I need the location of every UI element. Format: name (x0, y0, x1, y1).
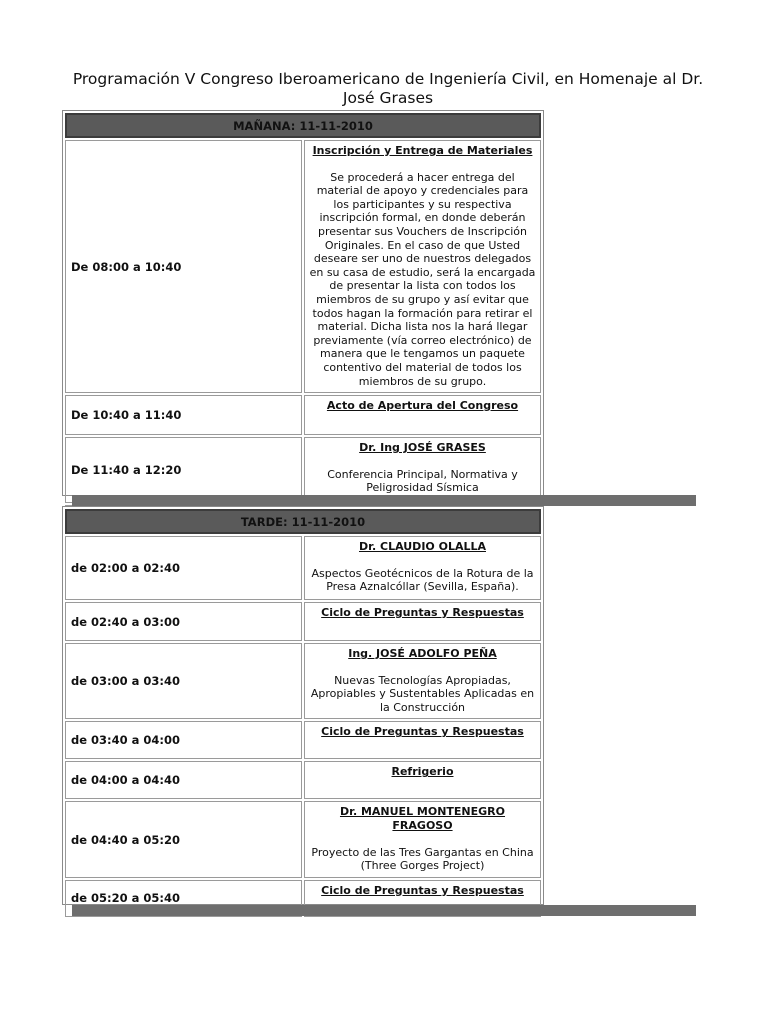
event-description: Conferencia Principal, Normativa y Peligrosidad Sísmica (327, 467, 518, 495)
event-cell (304, 140, 541, 393)
schedule-row (65, 643, 541, 719)
time-cell: de 04:40 a 05:20 (65, 801, 302, 877)
schedule-row (65, 140, 541, 393)
time-cell: de 04:00 a 04:40 (65, 761, 302, 799)
afternoon-schedule (62, 506, 544, 905)
schedule-row (65, 721, 541, 759)
schedule-row (65, 395, 541, 435)
event-title: Ing. JOSÉ ADOLFO PEÑA (348, 647, 497, 660)
event-title: Ciclo de Preguntas y Respuestas (321, 606, 524, 619)
event-cell (304, 721, 541, 759)
page-title: Programación V Congreso Iberoamericano de Ingeniería Civil, en Homenaje al Dr. José Grases (72, 70, 704, 107)
event-title: Ciclo de Preguntas y Respuestas (321, 725, 524, 739)
schedule-row (65, 801, 541, 877)
event-description: Nuevas Tecnologías Apropiadas, Apropiables y Sustentables Aplicadas en la Construcción (310, 673, 535, 714)
schedule-row (65, 536, 541, 600)
morning-table (63, 111, 543, 545)
time-cell: de 02:00 a 02:40 (65, 536, 302, 600)
schedule-row (65, 437, 541, 503)
event-cell (304, 643, 541, 719)
time-cell: de 02:40 a 03:00 (65, 602, 302, 641)
event-cell (304, 801, 541, 877)
event-title: Dr. CLAUDIO OLALLA (359, 540, 486, 553)
afternoon-header-label: TARDE: 11-11-2010 (240, 514, 366, 529)
event-cell (304, 602, 541, 641)
event-title: Refrigerio (391, 765, 454, 779)
event-description: Se procederá a hacer entrega del material de apoyo y credenciales para los participantes y su respectiva inscripción formal, en donde deberán presentar sus Vouchers de Inscripción Originales. En el caso de que Usted deseare ser uno de nuestros delegados en su casa de estudio, será la encargada de presentar la lista con todos los miembros de su grupo y así evitar que todos hagan la formación para retirar el material. Dicha lista nos la hará llegar previamente (vía correo electrónico) de manera que le tengamos un paquete contentivo del material de todos los miembros de su grupo. (309, 170, 536, 388)
time-cell: de 03:00 a 03:40 (65, 643, 302, 719)
section-divider (72, 905, 696, 916)
schedule-row (65, 761, 541, 799)
event-title: Acto de Apertura del Congreso (326, 399, 519, 413)
section-divider (72, 495, 696, 506)
event-title: Ciclo de Preguntas y Respuestas (321, 883, 524, 897)
event-title: Inscripción y Entrega de Materiales (312, 144, 533, 157)
time-cell: de 03:40 a 04:00 (65, 721, 302, 759)
event-cell (304, 761, 541, 799)
time-cell: De 11:40 a 12:20 (65, 437, 302, 503)
morning-header (65, 113, 541, 138)
event-title: Dr. MANUEL MONTENEGRO FRAGOSO (339, 805, 506, 832)
schedule-row (65, 602, 541, 641)
event-description: Proyecto de las Tres Gargantas en China (Three Gorges Project) (311, 845, 534, 873)
event-description: Aspectos Geotécnicos de la Rotura de la Presa Aznalcóllar (Sevilla, España). (311, 566, 534, 594)
event-cell (304, 536, 541, 600)
afternoon-header (65, 509, 541, 534)
event-title: Dr. Ing JOSÉ GRASES (359, 441, 486, 455)
morning-header-label: MAÑANA: 11-11-2010 (233, 118, 373, 133)
event-cell (304, 437, 541, 503)
time-cell: De 08:00 a 10:40 (65, 140, 302, 393)
time-cell: De 10:40 a 11:40 (65, 395, 302, 435)
morning-schedule (62, 110, 544, 496)
event-cell (304, 395, 541, 435)
afternoon-table (63, 507, 543, 919)
time-cell: de 05:20 a 05:40 (65, 880, 302, 917)
